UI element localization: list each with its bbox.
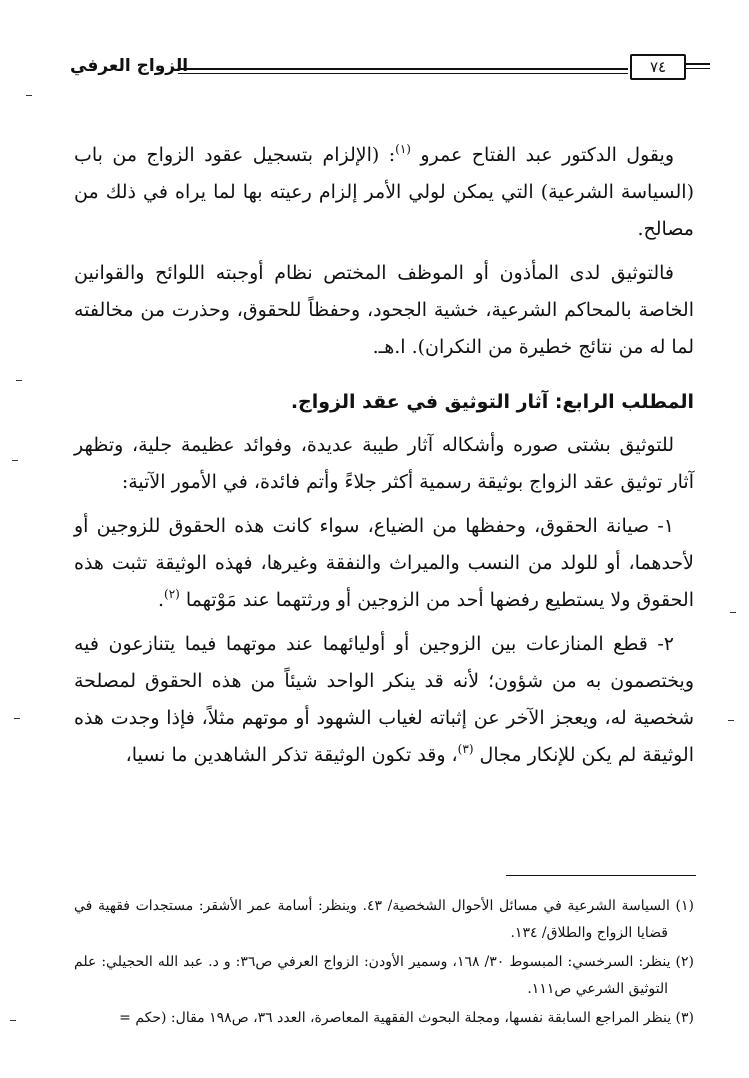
main-text bbox=[74, 137, 694, 774]
margin-mark bbox=[730, 612, 736, 613]
margin-mark bbox=[10, 1020, 16, 1021]
footnotes bbox=[74, 893, 694, 1034]
footnote-ref-1[interactable]: (١) bbox=[395, 142, 411, 156]
footnote-ref-3[interactable]: (٣) bbox=[457, 742, 474, 756]
footnote-1: (١) السياسة الشرعية في مسائل الأحوال الشخصية/ ٤٣. وينظر: أسامة عمر الأشقر: مستجدات فقهية في قضايا الزواج والطلاق/ ١٣٤. bbox=[74, 898, 694, 941]
margin-mark bbox=[14, 718, 20, 719]
footnote-separator bbox=[506, 875, 696, 876]
page-header bbox=[70, 52, 710, 86]
header-rule bbox=[178, 68, 628, 70]
header-rule-tail-thin bbox=[686, 68, 710, 69]
footnote-3: (٣) ينظر المراجع السابقة نفسها، ومجلة البحوث الفقهية المعاصرة، العدد ٣٦، ص١٩٨ مقال: (حكم = bbox=[119, 1010, 694, 1026]
section-heading: المطلب الرابع: آثار التوثيق في عقد الزواج. bbox=[290, 391, 694, 413]
paragraph-quote: ويقول الدكتور عبد الفتاح عمرو $^{(١)}$: (الإلزام بتسجيل عقود الزواج من باب (السياسة الشرعية) التي يمكن لولي الأمر إلزام رعيته بها لما يراه في ذلك من مصالح. bbox=[74, 142, 694, 240]
page-number: ٧٤ bbox=[630, 54, 686, 80]
paragraph-intro: للتوثيق بشتى صوره وأشكاله آثار طيبة عديدة، وفوائد عظيمة جلية، وتظهر آثار توثيق عقد الزواج بوثيقة رسمية أكثر جلاءً وأتم فائدة، في الأمور الآتية: bbox=[74, 434, 694, 493]
footnote-2: (٢) ينظر: السرخسي: المبسوط ٣٠/ ١٦٨، وسمير الأودن: الزواج العرفي ص٣٦: و د. عبد الله الحجيلي: علم التوثيق الشرعي ص١١١. bbox=[74, 954, 694, 997]
margin-mark bbox=[728, 720, 734, 721]
header-rule-thin bbox=[178, 73, 628, 74]
footnote-ref-2[interactable]: (٢) bbox=[164, 587, 180, 601]
margin-mark bbox=[16, 380, 22, 381]
margin-mark bbox=[26, 95, 32, 96]
list-item: ٢- قطع المنازعات بين الزوجين أو أوليائهما عند موتهما فيما يتنازعون فيه ويختصمون به من شؤون؛ لأنه قد ينكر الواحد شيئاً من هذه الحقوق لمصلحة شخصية له، ويعجز الآخر عن إثباته لغياب الشهود أو موتهم مثلاً، فإذا وجدت هذه الوثيقة لم يكن للإنكار مجال $^{(٣)}$، وقد تكون الوثيقة تذكر الشاهدين ما نسيا، bbox=[74, 633, 694, 766]
list-item: ١- صيانة الحقوق، وحفظها من الضياع، سواء كانت هذه الحقوق للزوجين أو لأحدهما، أو للولد من النسب والميراث والنفقة وغيرها، فهذه الوثيقة تثبت هذه الحقوق ولا يستطيع رفضها أحد من الزوجين أو ورثتهما عند مَوْتهما $^{(٢)}$. bbox=[74, 515, 694, 611]
margin-mark bbox=[12, 460, 18, 461]
header-rule-tail bbox=[686, 63, 710, 65]
running-title: الزواج العرفي bbox=[70, 56, 189, 76]
paragraph-quote-continued: فالتوثيق لدى المأذون أو الموظف المختص نظام أوجبته اللوائح والقوانين الخاصة بالمحاكم الشرعية، خشية الجحود، وحفظاً للحقوق، وحذرت من مخالفته لما له من نتائج خطيرة من النكران). ا.هـ. bbox=[74, 262, 694, 358]
